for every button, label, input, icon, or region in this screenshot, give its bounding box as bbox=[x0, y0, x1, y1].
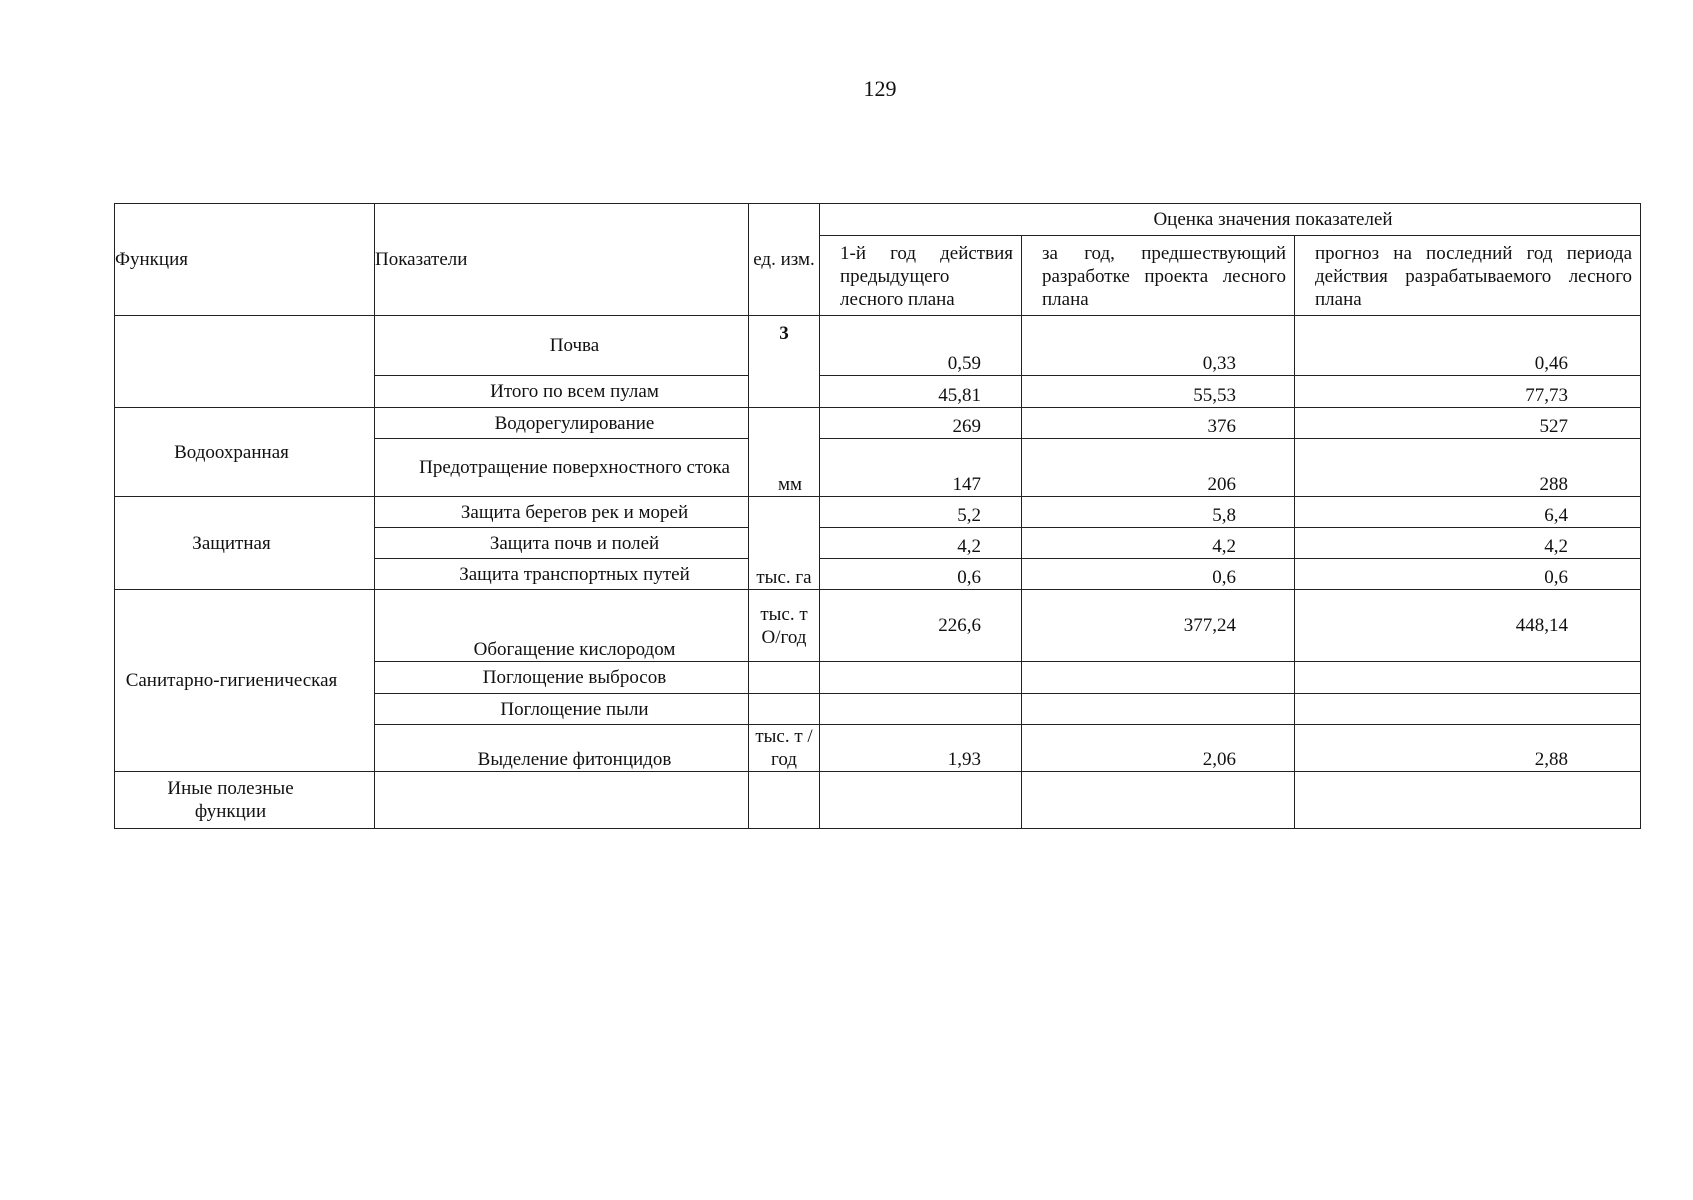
value-cell: 5,2 bbox=[820, 497, 1022, 528]
value-cell: 4,2 bbox=[1022, 528, 1295, 559]
value-cell: 288 bbox=[1295, 439, 1641, 497]
value-cell: 0,59 bbox=[820, 316, 1022, 376]
value-cell: 269 bbox=[820, 408, 1022, 439]
table-row bbox=[115, 316, 1641, 376]
value-cell: 376 bbox=[1022, 408, 1295, 439]
value-cell: 147 bbox=[820, 439, 1022, 497]
page-number: 129 bbox=[863, 76, 897, 101]
header-col2: за год, предшествующий разработке проекта лесного плана bbox=[1022, 236, 1295, 316]
table-row bbox=[115, 590, 1641, 662]
value-cell bbox=[1295, 662, 1641, 694]
value-cell: 2,88 bbox=[1295, 725, 1641, 772]
value-cell: 206 bbox=[1022, 439, 1295, 497]
value-cell bbox=[1022, 772, 1295, 829]
value-cell bbox=[1022, 662, 1295, 694]
unit-cell: 3 bbox=[749, 316, 820, 408]
value-cell: 2,06 bbox=[1022, 725, 1295, 772]
value-cell: 5,8 bbox=[1022, 497, 1295, 528]
unit-cell: тыс. т О/год bbox=[749, 590, 820, 662]
header-col3: прогноз на последний год периода действия разрабатываемого лесного плана bbox=[1295, 236, 1641, 316]
indicator-cell: Предотращение поверхностного стока bbox=[375, 439, 749, 497]
unit-cell bbox=[749, 662, 820, 694]
value-cell bbox=[820, 662, 1022, 694]
value-cell: 0,6 bbox=[1295, 559, 1641, 590]
value-cell: 55,53 bbox=[1022, 376, 1295, 408]
value-cell: 226,6 bbox=[820, 590, 1022, 662]
value-cell: 377,24 bbox=[1022, 590, 1295, 662]
table-row bbox=[115, 772, 1641, 829]
unit-cell: тыс. т /год bbox=[749, 725, 820, 772]
value-cell: 1,93 bbox=[820, 725, 1022, 772]
value-cell bbox=[1295, 772, 1641, 829]
indicator-cell: Поглощение выбросов bbox=[375, 662, 749, 694]
unit-cell: мм bbox=[749, 408, 820, 497]
indicator-cell: Защита берегов рек и морей bbox=[375, 497, 749, 528]
indicators-table bbox=[114, 203, 1641, 829]
function-cell: Защитная bbox=[115, 497, 375, 590]
indicator-cell: Обогащение кислородом bbox=[375, 590, 749, 662]
function-cell: Иные полезные функции bbox=[115, 772, 375, 829]
table-row bbox=[115, 408, 1641, 439]
value-cell: 6,4 bbox=[1295, 497, 1641, 528]
header-indicators: Показатели bbox=[375, 204, 749, 316]
value-cell bbox=[1022, 694, 1295, 725]
header-assessment: Оценка значения показателей bbox=[820, 204, 1641, 236]
unit-cell bbox=[749, 772, 820, 829]
indicator-cell bbox=[375, 772, 749, 829]
unit-cell bbox=[749, 694, 820, 725]
value-cell: 0,33 bbox=[1022, 316, 1295, 376]
value-cell: 0,46 bbox=[1295, 316, 1641, 376]
value-cell bbox=[820, 772, 1022, 829]
function-cell: Водоохранная bbox=[115, 408, 375, 497]
value-cell: 0,6 bbox=[820, 559, 1022, 590]
indicator-cell: Защита транспортных путей bbox=[375, 559, 749, 590]
indicator-cell: Водорегулирование bbox=[375, 408, 749, 439]
value-cell bbox=[820, 694, 1022, 725]
value-cell bbox=[1295, 694, 1641, 725]
header-function: Функция bbox=[115, 204, 375, 316]
function-cell: Санитарно-гигиеническая bbox=[115, 590, 375, 772]
unit-cell: тыс. га bbox=[749, 497, 820, 590]
value-cell: 4,2 bbox=[820, 528, 1022, 559]
indicator-cell: Итого по всем пулам bbox=[375, 376, 749, 408]
value-cell: 77,73 bbox=[1295, 376, 1641, 408]
table-header-row bbox=[115, 204, 1641, 236]
value-cell: 0,6 bbox=[1022, 559, 1295, 590]
indicator-cell: Защита почв и полей bbox=[375, 528, 749, 559]
value-cell: 45,81 bbox=[820, 376, 1022, 408]
indicator-cell: Почва bbox=[375, 316, 749, 376]
header-unit: ед. изм. bbox=[749, 204, 820, 316]
indicator-cell: Поглощение пыли bbox=[375, 694, 749, 725]
value-cell: 4,2 bbox=[1295, 528, 1641, 559]
indicator-cell: Выделение фитонцидов bbox=[375, 725, 749, 772]
table-row bbox=[115, 497, 1641, 528]
header-col1: 1-й год действия предыдущего лесного плана bbox=[820, 236, 1022, 316]
function-cell bbox=[115, 316, 375, 408]
value-cell: 448,14 bbox=[1295, 590, 1641, 662]
value-cell: 527 bbox=[1295, 408, 1641, 439]
